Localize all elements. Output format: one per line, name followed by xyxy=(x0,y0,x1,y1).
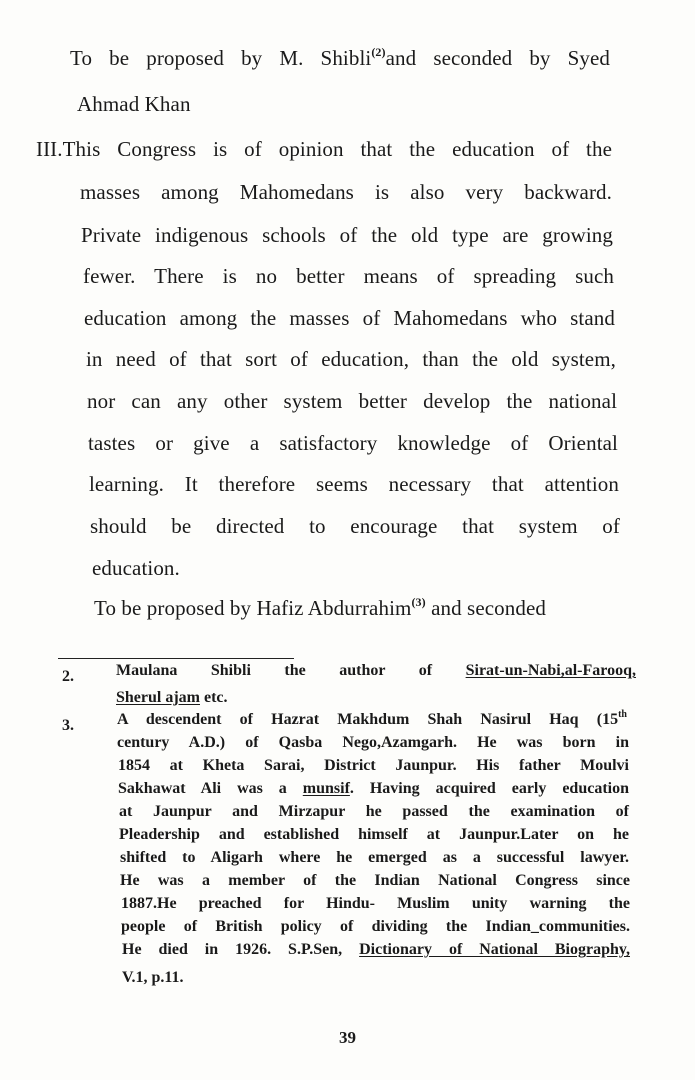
footnote-line: shifted to Aligarh where he emerged as a successful lawyer. xyxy=(120,849,629,866)
footnote-text: etc. xyxy=(200,689,228,706)
resolution-line: tastes or give a satisfactory knowledge of Oriental xyxy=(88,431,618,455)
footnote-text: A descendent of Hazrat Makhdum Shah Nasirul Haq (15 xyxy=(117,711,619,728)
footnote-line: He was a member of the Indian National Congress since xyxy=(120,872,630,889)
proposal-line xyxy=(70,46,610,70)
footnote-line xyxy=(122,940,630,960)
resolution-line: fewer. There is no better means of spreading such xyxy=(83,264,614,288)
proposal-text: and seconded xyxy=(425,596,546,620)
proposal-text: To be proposed by M. Shibli xyxy=(70,46,372,70)
footnote-line: at Jaunpur and Mirzapur he passed the examination of xyxy=(119,803,629,820)
book-title: Dictionary of National Biography, xyxy=(359,941,630,958)
footnote-line xyxy=(117,710,627,730)
footnote-text: Sakhawat Ali was a xyxy=(118,780,303,797)
book-title: Sirat-un-Nabi,al-Farooq, xyxy=(465,662,636,679)
proposal-text: and seconded by Syed xyxy=(385,46,610,70)
resolution-line: III.This Congress is of opinion that the education of the xyxy=(36,137,612,161)
resolution-line: masses among Mahomedans is also very backward. xyxy=(80,180,612,204)
footnote-line: 1854 at Kheta Sarai, District Jaunpur. His father Moulvi xyxy=(118,757,629,774)
proposal-text: To be proposed by Hafiz Abdurrahim xyxy=(94,596,412,620)
footnote-text: Maulana Shibli the author of xyxy=(116,662,466,679)
resolution-line: Private indigenous schools of the old type are growing xyxy=(81,223,613,247)
book-title: Sherul ajam xyxy=(116,689,200,706)
term: munsif xyxy=(302,780,350,797)
footnote-line: V.1, p.11. xyxy=(122,969,184,986)
footnote-line: Pleadership and established himself at Jaunpur.Later on he xyxy=(119,826,629,843)
footnote-number: 3. xyxy=(62,717,74,734)
proposal-line xyxy=(94,596,546,620)
resolution-line: learning. It therefore seems necessary that attention xyxy=(89,472,619,496)
resolution-line: education. xyxy=(92,556,180,580)
footnote-ref: (2) xyxy=(371,45,386,59)
footnote-text: He died in 1926. S.P.Sen, xyxy=(122,941,360,958)
footnote-line xyxy=(116,688,228,708)
superscript: th xyxy=(618,709,627,720)
footnote-number: 2. xyxy=(62,668,74,685)
footnote-separator xyxy=(58,658,294,659)
footnote-text: . Having acquired early education xyxy=(349,780,629,797)
resolution-line: should be directed to encourage that system of xyxy=(90,514,620,538)
page-number: 39 xyxy=(339,1028,356,1047)
footnote-ref: (3) xyxy=(411,595,426,609)
footnote-line: century A.D.) of Qasba Nego,Azamgarh. He was born in xyxy=(117,734,629,751)
resolution-line: in need of that sort of education, than the old system, xyxy=(86,347,616,371)
resolution-line: nor can any other system better develop the national xyxy=(87,389,617,413)
footnote-line: 1887.He preached for Hindu- Muslim unity warning the xyxy=(121,895,630,912)
resolution-line: education among the masses of Mahomedans who stand xyxy=(84,306,615,330)
proposal-line: Ahmad Khan xyxy=(77,92,191,116)
footnote-line: people of British policy of dividing the Indian_communities. xyxy=(121,918,630,935)
footnote-line xyxy=(118,779,629,799)
footnote-line xyxy=(116,661,636,681)
